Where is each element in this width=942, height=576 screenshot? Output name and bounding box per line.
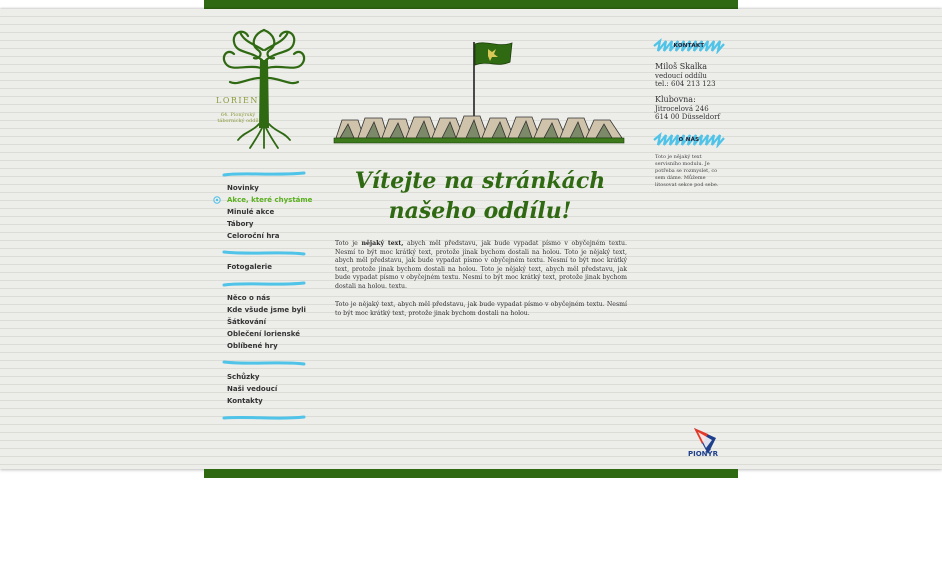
contact-header-label: KONTAKT [673,43,705,49]
nav-label: Naši vedoucí [227,385,278,393]
heading-line-2: našeho oddílu! [388,198,572,224]
nav-label: Minulé akce [227,208,275,216]
para-bold: nějaký text, [361,240,404,247]
nav-item-celorocni-hra[interactable] [212,230,312,242]
tents-row [336,116,622,138]
para-text: Toto je [335,240,362,247]
about-header [652,132,726,148]
club-street: Jitrocelová 246 [655,105,709,113]
contact-phone: tel.: 604 213 123 [655,80,716,88]
club-city: 614 00 Düsseldorf [655,113,721,121]
about-text: Toto je nějaký text servisního modulu. Je potřeba se rozmyslet, co sem dáme. Můžeme litosovat sekce pod sebe. [655,154,719,188]
nav-item-kontakty[interactable] [212,395,312,407]
nav-item-minule-akce[interactable] [212,206,312,218]
nav-item-satkovani[interactable] [212,316,312,328]
nav-label: Oblíbené hry [227,342,278,350]
nav-item-fotogalerie[interactable] [212,261,312,273]
contact-info [655,62,735,121]
nav-label: Fotogalerie [227,263,272,271]
blue-brush-stroke [222,414,306,422]
nav-label: Kontakty [227,397,263,405]
camp-tents-illustration [332,38,626,148]
nav-label: Novinky [227,184,259,192]
heading-line-1: Vítejte na stránkách [354,168,606,194]
nav-label: Něco o nás [227,294,271,302]
about-header-label: O NÁS [678,137,700,143]
blue-brush-stroke [222,359,306,367]
contact-header [652,38,726,54]
nav-label: Oblečení lorienské [227,330,300,338]
blue-brush-stroke [222,249,306,257]
contact-name: Miloš Skalka [655,62,708,71]
nav-label: Šátkování [227,318,267,326]
active-bullet-icon [213,196,221,204]
nav-label: Tábory [227,220,254,228]
nav-item-schuzky[interactable] [212,371,312,383]
nav-item-akce-ktere-chystame[interactable] [212,194,312,206]
page-heading [340,166,620,226]
blue-brush-stroke [222,280,306,288]
nav-item-novinky[interactable] [212,182,312,194]
nav-item-neco-o-nas[interactable] [212,292,312,304]
contact-role: vedoucí oddílu [655,72,707,80]
blue-brush-stroke [222,170,306,178]
logo-subtitle: 64. Pionýrský tábornický oddíl [217,112,259,124]
nav-label: Schůzky [227,373,260,381]
second-paragraph: Toto je nějaký text, abych měl představu, jak bude vypadat písmo v obyčejném textu. Nesmí to být moc krátký text, protože jinak bychom dostali na holou. [335,301,627,317]
lorien-tree-logo[interactable] [214,20,314,150]
intro-paragraph [335,240,627,292]
top-green-bar [204,0,738,9]
logo-name: LORIEN [216,96,259,105]
main-navigation [212,163,312,426]
nav-item-nasi-vedouci[interactable] [212,383,312,395]
nav-item-oblibene-hry[interactable] [212,340,312,352]
nav-label: Celoroční hra [227,232,280,240]
nav-item-kde-vsude-jsme-byli[interactable] [212,304,312,316]
para-text: abych měl představu, jak bude vypadat písmo v obyčejném textu. Nesmí to být moc krátký text, protože jinak bychom dostali na holou. Toto je nějaký text, abych měl představu, jak bude vypadat písmo v obyčejném textu. Nesmí to být moc krátký text, protože jinak bychom dostali na holou. Toto je nějaký text, abych měl představu, jak bude vypadat písmo v obyčejném textu. Nesmí to být moc krátký text, protože jinak bychom dostali na holou. textu. [335,240,627,290]
nav-item-obleceni-lorienske[interactable] [212,328,312,340]
nav-item-tabory[interactable] [212,218,312,230]
nav-label: Kde všude jsme byli [227,306,306,314]
pionyr-label[interactable]: PIONÝR [687,450,718,458]
bottom-green-bar [204,469,738,478]
club-title: Klubovna: [655,95,696,104]
nav-label: Akce, které chystáme [227,196,313,204]
